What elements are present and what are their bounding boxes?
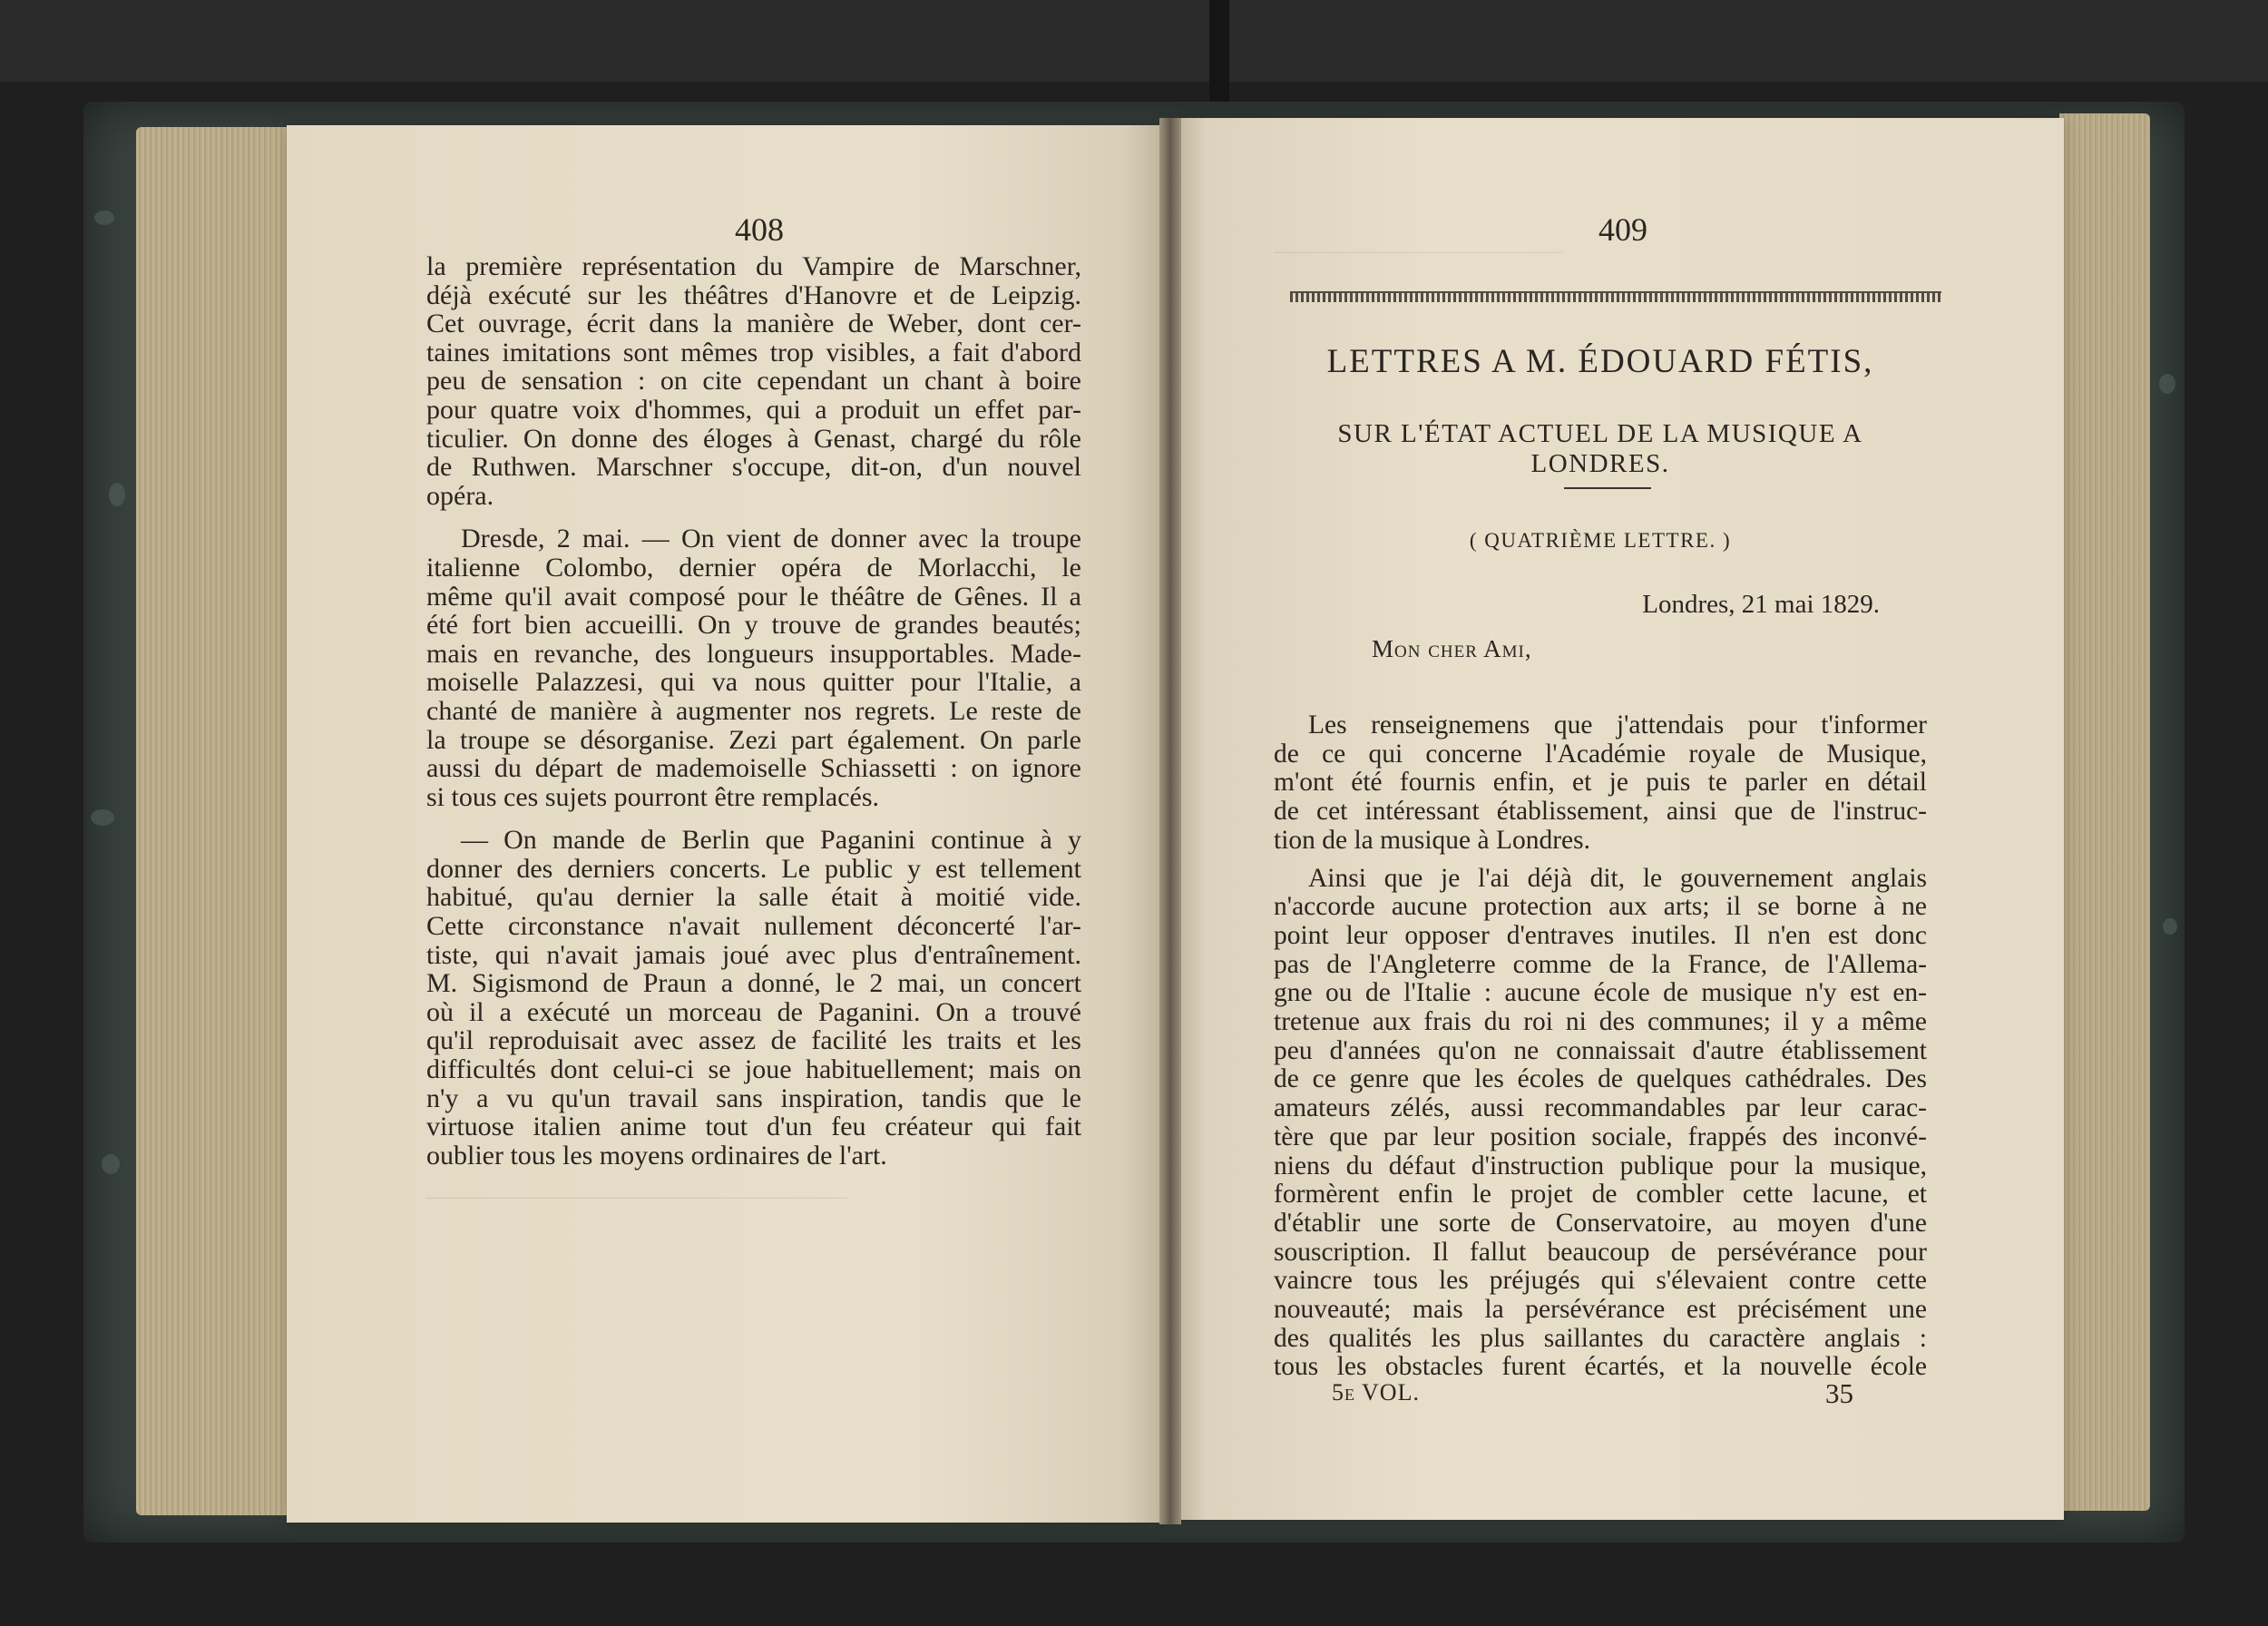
text-line: Cette circonstance n'avait nullement déconcerté l'ar- xyxy=(426,911,1081,942)
text-line: même qu'il avait composé pour le théâtre de Gênes. Il a xyxy=(426,581,1081,612)
text-line: taines imitations sont mêmes trop visibles, a fait d'abord xyxy=(426,337,1081,367)
text-line: donner des derniers concerts. Le public y est tellement xyxy=(426,853,1081,884)
paragraph-renseignemens xyxy=(1274,711,1927,856)
text-line: tion de la musique à Londres. xyxy=(1274,825,1591,855)
text-line: chanté de manière à augmenter nos regrets. Le reste de xyxy=(426,695,1081,726)
text-line: la troupe se désorganise. Zezi part également. On parle xyxy=(426,724,1081,755)
text-line: mais en revanche, des longueurs insupportables. Made- xyxy=(426,638,1081,669)
text-line: amateurs zélés, aussi recommandables par leur carac- xyxy=(1274,1093,1927,1123)
left-page-number: 408 xyxy=(735,211,784,248)
text-line: qu'il reproduisait avec assez de facilité les traits et les xyxy=(426,1025,1081,1056)
text-line: oublier tous les moyens ordinaires de l'art. xyxy=(426,1140,887,1171)
text-line: peu de sensation : on cite cependant un chant à boire xyxy=(426,366,1081,397)
text-line: de Ruthwen. Marschner s'occupe, dit-on, d'un nouvel xyxy=(426,452,1081,483)
text-line: ticulier. On donne des éloges à Genast, chargé du rôle xyxy=(426,423,1081,454)
paragraph-vampire xyxy=(426,252,1081,510)
text-line: tretenue aux frais du roi ni des communes; il y a même xyxy=(1274,1007,1927,1037)
background-seam xyxy=(1209,0,1229,109)
text-line: des qualités les plus saillantes du caractère anglais : xyxy=(1274,1323,1927,1353)
left-page-body xyxy=(426,252,1081,1170)
text-line: peu d'années qu'on ne connaissait d'autre établissement xyxy=(1274,1035,1927,1065)
paragraph-paganini xyxy=(426,826,1081,1170)
text-line: tiste, qui n'avait jamais joué avec plus d'entraînement. xyxy=(426,939,1081,970)
letter-number: ( QUATRIÈME LETTRE. ) xyxy=(1469,529,1732,552)
dateline: Londres, 21 mai 1829. xyxy=(1642,590,1880,619)
text-line: Cet ouvrage, écrit dans la manière de Weber, dont cer- xyxy=(426,309,1081,339)
text-line: de ce genre que les écoles de quelques cathédrales. Des xyxy=(1274,1064,1927,1094)
text-line: m'ont été fournis enfin, et je puis te parler en détail xyxy=(1274,768,1927,798)
text-line: nouveauté; mais la persévérance est précisément une xyxy=(1274,1295,1927,1325)
text-line: — On mande de Berlin que Paganini continue à y xyxy=(461,825,1081,856)
text-line: pour quatre voix d'hommes, qui a produit un effet par- xyxy=(426,394,1081,425)
text-line: difficultés dont celui-ci se joue habituellement; mais on xyxy=(426,1054,1081,1085)
title-divider xyxy=(1564,487,1651,489)
signature-mark: 5e VOL. xyxy=(1332,1379,1420,1406)
text-line: moiselle Palazzesi, qui va nous quitter pour l'Italie, a xyxy=(426,667,1081,698)
cover-marbling xyxy=(102,1154,120,1174)
text-line: été fort bien accueilli. On y trouve de grandes beautés; xyxy=(426,610,1081,641)
text-line: la première représentation du Vampire de Marschner, xyxy=(426,251,1081,281)
text-line: formèrent enfin le projet de combler cette lacune, et xyxy=(1274,1180,1927,1210)
text-line: vaincre tous les préjugés qui s'élevaient contre cette xyxy=(1274,1266,1927,1296)
text-line: habitué, qu'au dernier la salle était à moitié vide. xyxy=(426,882,1081,913)
text-line: n'y a vu qu'un travail sans inspiration, tandis que le xyxy=(426,1082,1081,1113)
salutation: Mon cher Ami, xyxy=(1372,635,1532,662)
paragraph-gouvernement xyxy=(1274,865,1927,1383)
cover-marbling xyxy=(2163,918,2177,935)
text-line: si tous ces sujets pourront être remplacés. xyxy=(426,781,880,812)
show-through-text: ——————————— xyxy=(1274,236,1563,265)
article-title: LETTRES A M. ÉDOUARD FÉTIS, xyxy=(1326,343,1874,380)
text-line: d'établir une sorte de Conservatoire, au moyen d'une xyxy=(1274,1208,1927,1238)
text-line: pas de l'Angleterre comme de la France, de l'Allema- xyxy=(1274,949,1927,979)
text-line: point leur opposer d'entraves inutiles. Il n'en est donc xyxy=(1274,920,1927,950)
text-line: M. Sigismond de Praun a donné, le 2 mai, un concert xyxy=(426,968,1081,999)
text-line: aussi du départ de mademoiselle Schiassetti : on ignore xyxy=(426,753,1081,784)
text-line: virtuose italien anime tout d'un feu créateur qui fait xyxy=(426,1112,1081,1142)
text-line: opéra. xyxy=(426,480,494,511)
cover-marbling xyxy=(91,809,114,826)
text-line: de cet intéressant établissement, ainsi que de l'instruc- xyxy=(1274,797,1927,827)
footer-signature-number: 35 xyxy=(1825,1377,1853,1409)
cover-marbling xyxy=(94,211,114,225)
text-line: tère que par leur position sociale, frappés des inconvé- xyxy=(1274,1122,1927,1151)
text-line: italienne Colombo, dernier opéra de Morlacchi, le xyxy=(426,552,1081,583)
text-line: de ce qui concerne l'Académie royale de Musique, xyxy=(1274,739,1927,769)
right-page-edges xyxy=(2059,113,2150,1511)
text-line: souscription. Il fallut beaucoup de persévérance pour xyxy=(1274,1237,1927,1267)
text-line: Ainsi que je l'ai déjà dit, le gouvernement anglais xyxy=(1308,863,1927,893)
background-top xyxy=(0,0,2268,82)
article-subtitle: SUR L'ÉTAT ACTUEL DE LA MUSIQUE A LONDRES. xyxy=(1337,419,1863,478)
text-line: n'accorde aucune protection aux arts; il se borne à ne xyxy=(1274,892,1927,922)
text-line: tous les obstacles furent écartés, et la nouvelle école xyxy=(1274,1352,1927,1382)
decorative-header-rule xyxy=(1290,291,1941,302)
paragraph-dresde xyxy=(426,524,1081,811)
text-line: niens du défaut d'instruction publique pour la musique, xyxy=(1274,1151,1927,1180)
left-page-edges xyxy=(136,127,290,1515)
text-line: déjà exécuté sur les théâtres d'Hanovre et de Leipzig. xyxy=(426,279,1081,310)
book-gutter xyxy=(1159,118,1181,1524)
text-line: Dresde, 2 mai. — On vient de donner avec la troupe xyxy=(461,524,1081,554)
right-page-body xyxy=(1274,711,1927,1382)
right-page-number: 409 xyxy=(1598,211,1647,248)
text-line: gne ou de l'Italie : aucune école de musique n'y est en- xyxy=(1274,978,1927,1008)
cover-marbling xyxy=(2159,374,2175,394)
show-through-text: ———————————————— xyxy=(426,1181,847,1210)
text-line: Les renseignemens que j'attendais pour t'informer xyxy=(1308,710,1927,740)
text-line: où il a exécuté un morceau de Paganini. On a trouvé xyxy=(426,996,1081,1027)
cover-marbling xyxy=(109,483,125,506)
